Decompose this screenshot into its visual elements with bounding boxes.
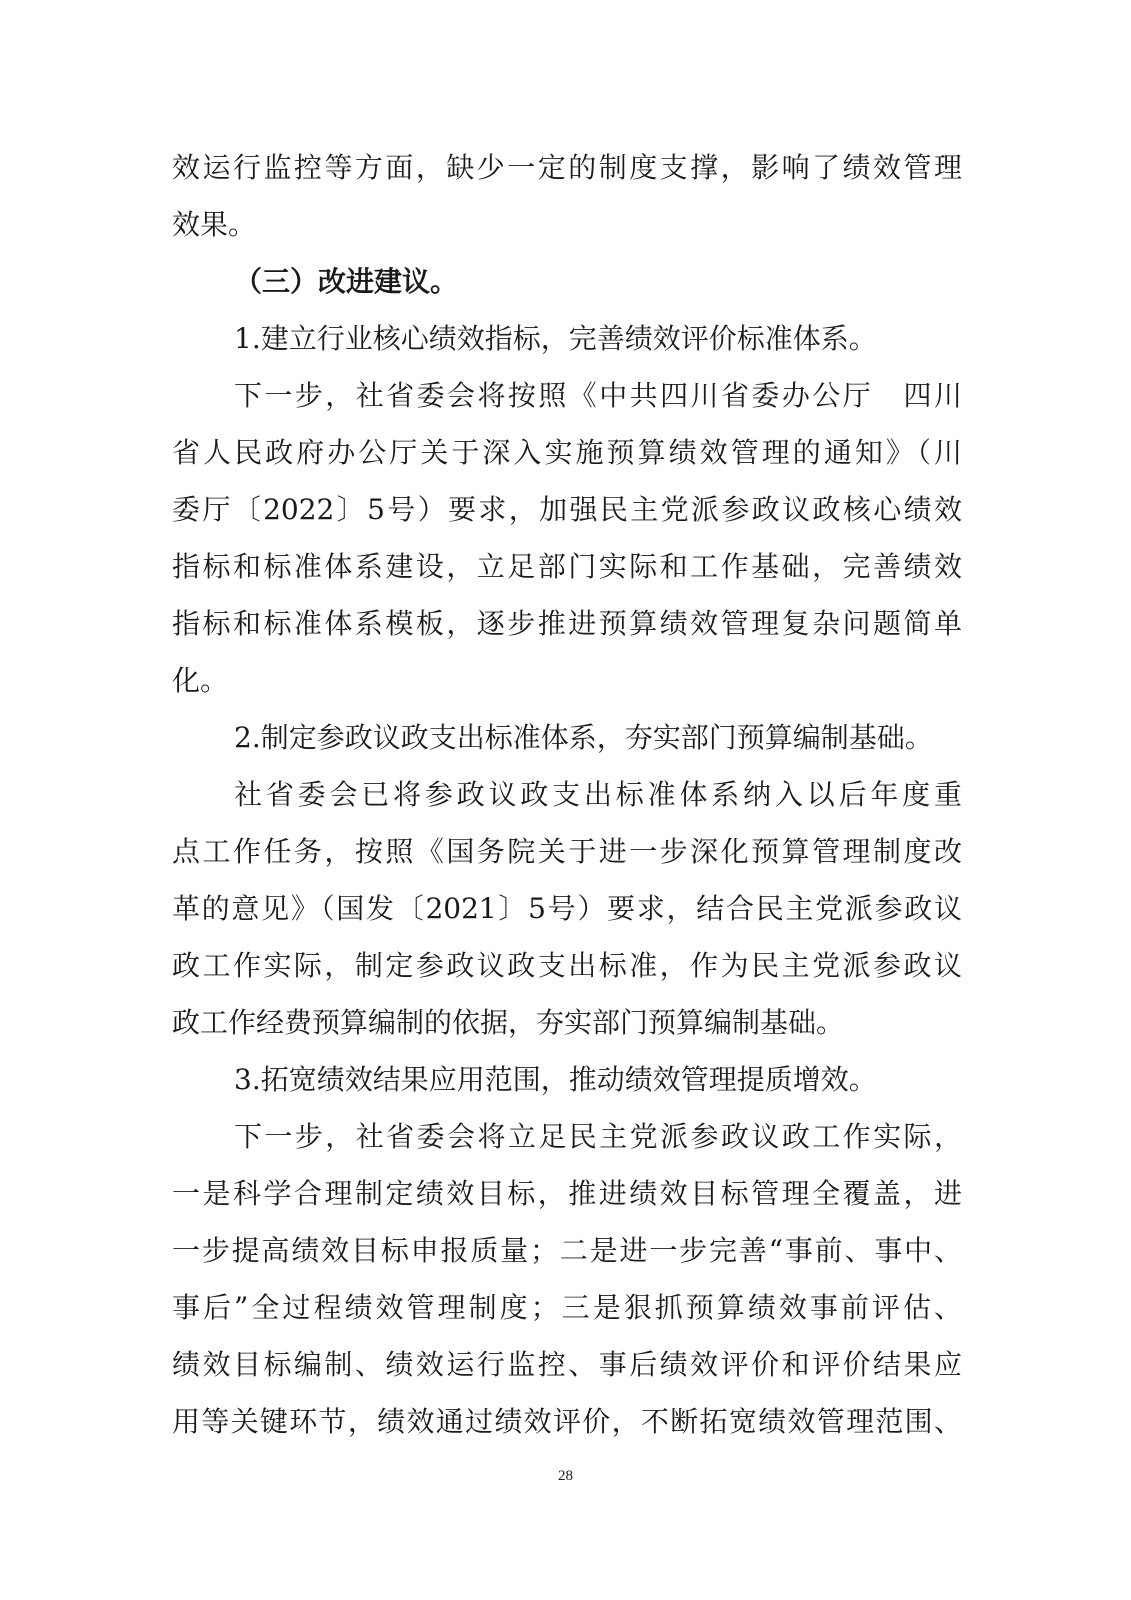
body-text-line: 下一步，社省委会将立足民主党派参政议政工作实际， [234, 1120, 962, 1153]
body-text-line: 政工作实际，制定参政议政支出标准，作为民主党派参政议 [172, 949, 962, 982]
body-text-line: 社省委会已将参政议政支出标准体系纳入以后年度重 [234, 778, 962, 811]
body-text-line: 用等关键环节，绩效通过绩效评价，不断拓宽绩效管理范围、 [172, 1405, 962, 1438]
body-text-line: 绩效目标编制、绩效运行监控、事后绩效评价和评价结果应 [172, 1348, 962, 1381]
body-text-line: 指标和标准体系建设，立足部门实际和工作基础，完善绩效 [172, 550, 962, 583]
body-text-line: 下一步，社省委会将按照《中共四川省委办公厅 四川 [234, 379, 962, 412]
body-text-line: 省人民政府办公厅关于深入实施预算绩效管理的通知》（川 [172, 436, 962, 469]
body-text-line: 革的意见》（国发〔2021〕5号）要求，结合民主党派参政议 [172, 892, 962, 925]
body-text-line: 事后”全过程绩效管理制度；三是狠抓预算绩效事前评估、 [172, 1291, 962, 1324]
subheading: 2.制定参政议政支出标准体系，夯实部门预算编制基础。 [234, 721, 933, 754]
subheading: 3.拓宽绩效结果应用范围，推动绩效管理提质增效。 [234, 1063, 877, 1096]
body-text-line: 点工作任务，按照《国务院关于进一步深化预算管理制度改 [172, 835, 962, 868]
body-text-line: 政工作经费预算编制的依据，夯实部门预算编制基础。 [172, 1006, 845, 1039]
page-number: 28 [558, 1468, 573, 1484]
body-text-line: 一是科学合理制定绩效目标，推进绩效目标管理全覆盖，进 [172, 1177, 962, 1210]
body-text-line: 效果。 [172, 208, 257, 241]
body-text-line: 化。 [172, 664, 229, 697]
body-text-line: 效运行监控等方面，缺少一定的制度支撑，影响了绩效管理 [172, 151, 962, 184]
body-text-line: 指标和标准体系模板，逐步推进预算绩效管理复杂问题简单 [172, 607, 962, 640]
section-heading: （三）改进建议。 [234, 265, 459, 298]
body-text-line: 一步提高绩效目标申报质量；二是进一步完善“事前、事中、 [172, 1234, 962, 1267]
body-text-line: 委厅〔2022〕5号）要求，加强民主党派参政议政核心绩效 [172, 493, 962, 526]
subheading: 1.建立行业核心绩效指标，完善绩效评价标准体系。 [234, 322, 877, 355]
